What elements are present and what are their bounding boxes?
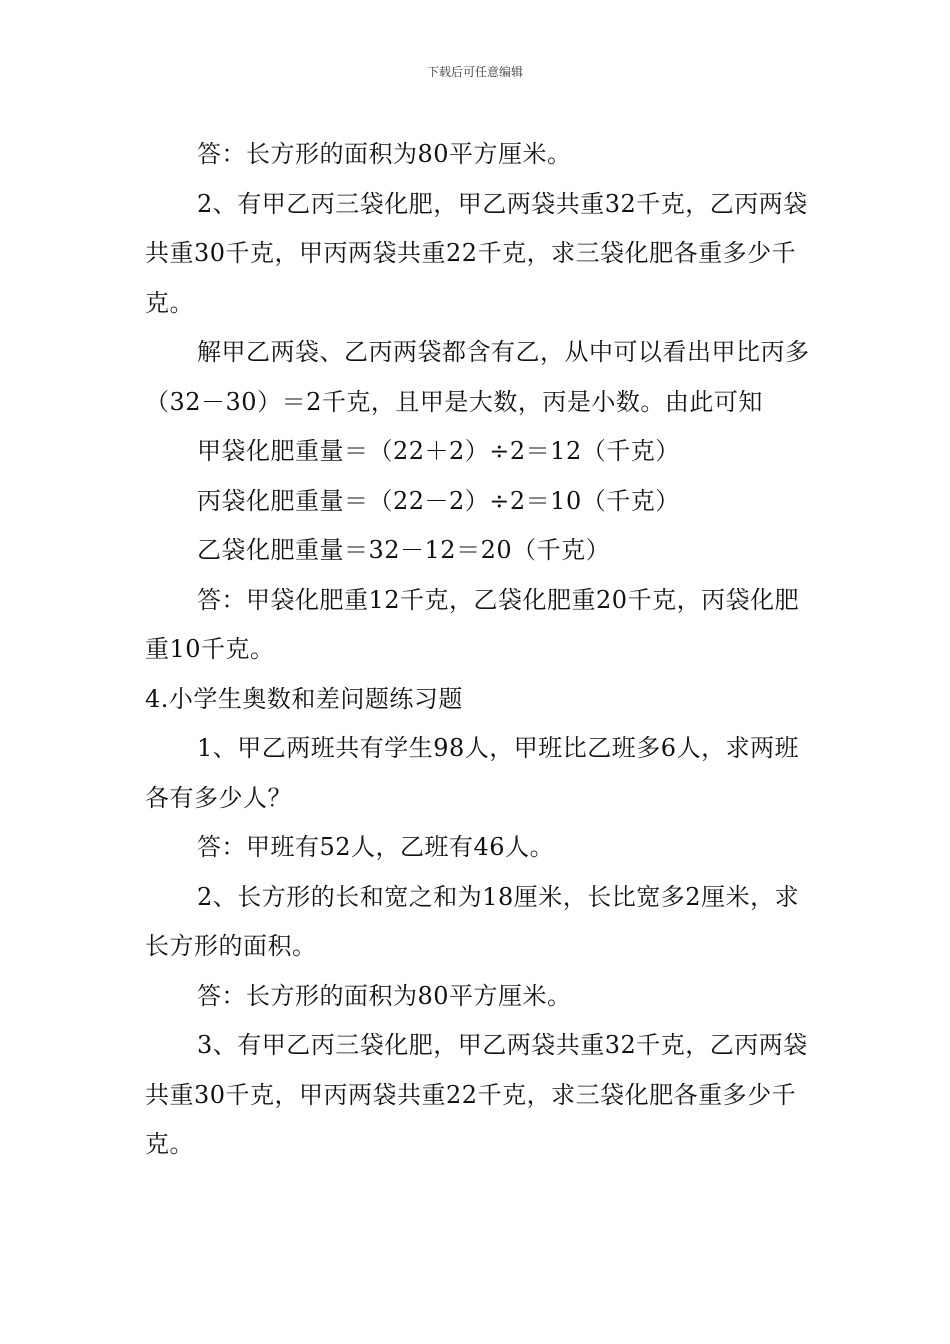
paragraph-question-fertilizer-1: 2、有甲乙丙三袋化肥，甲乙两袋共重32千克，乙丙两袋共重30千克，甲丙两袋共重22千克，求三袋化肥各重多少千克。 <box>145 189 808 317</box>
paragraph-question-fertilizer-2: 3、有甲乙丙三袋化肥，甲乙两袋共重32千克，乙丙两袋共重30千克，甲丙两袋共重22千克，求三袋化肥各重多少千克。 <box>145 1031 808 1158</box>
page-header: 下载后可任意编辑 <box>426 65 523 79</box>
paragraph-answer-area-2: 答：长方形的面积为80平方厘米。 <box>197 981 572 1010</box>
paragraph-answer-class: 答：甲班有52人，乙班有46人。 <box>197 833 555 861</box>
paragraph-calc-jia: 甲袋化肥重量＝（22＋2）÷2＝12（千克） <box>197 437 680 465</box>
paragraph-answer-area-1: 答：长方形的面积为80平方厘米。 <box>197 140 572 168</box>
paragraph-solution-intro: 解甲乙两袋、乙丙两袋都含有乙，从中可以看出甲比丙多（32－30）＝2千克，且甲是大数，丙是小数。由此可知 <box>145 338 810 416</box>
paragraph-calc-bing: 丙袋化肥重量＝（22－2）÷2＝10（千克） <box>197 486 680 515</box>
paragraph-answer-fertilizer: 答：甲袋化肥重12千克，乙袋化肥重20千克，丙袋化肥重10千克。 <box>145 585 800 663</box>
paragraph-question-rectangle: 2、长方形的长和宽之和为18厘米，长比宽多2厘米，求长方形的面积。 <box>145 882 800 960</box>
document-body <box>145 130 815 1170</box>
paragraph-question-class: 1、甲乙两班共有学生98人，甲班比乙班多6人，求两班各有多少人？ <box>145 734 800 812</box>
section-heading: 4.小学生奥数和差问题练习题 <box>145 684 463 713</box>
paragraph-calc-yi: 乙袋化肥重量＝32－12＝20（千克） <box>197 536 611 564</box>
